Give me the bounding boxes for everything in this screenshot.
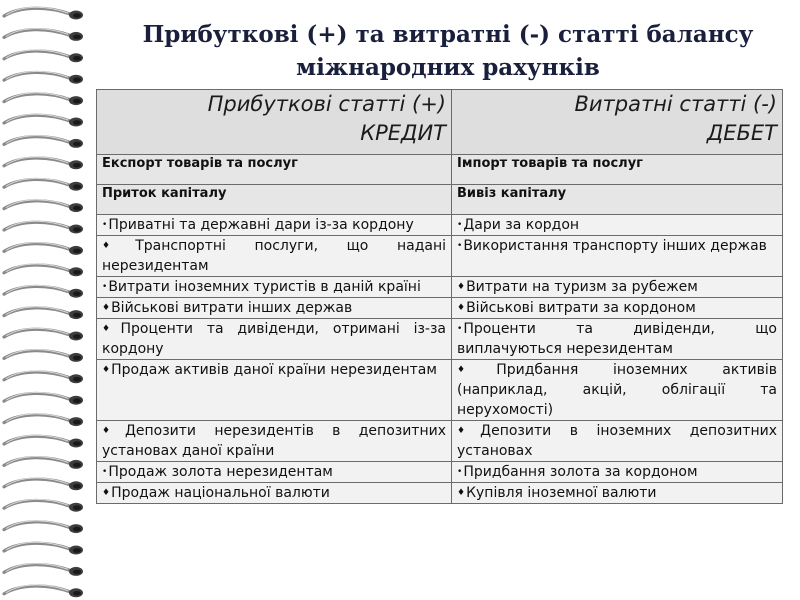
bullet-icon: •	[102, 467, 108, 477]
item-text: Продаж золота нерезидентам	[108, 464, 333, 480]
section-row	[97, 185, 783, 215]
credit-item-cell	[97, 421, 452, 462]
spiral-ring-icon	[4, 585, 83, 597]
table-row	[97, 277, 783, 298]
table-row	[97, 483, 783, 504]
debit-item-cell	[452, 277, 783, 298]
item-text: Придбання іноземних активів (наприклад, акцій, облігації та нерухомості)	[457, 362, 777, 418]
spiral-ring-icon	[4, 93, 83, 105]
spiral-ring-icon	[4, 243, 83, 255]
table-row	[97, 215, 783, 236]
debit-header-label: ДЕБЕТ	[706, 121, 777, 145]
credit-item-cell	[97, 360, 452, 421]
spiral-ring-icon	[4, 136, 83, 148]
spiral-ring-icon	[4, 499, 83, 511]
spiral-ring-icon	[4, 350, 83, 362]
debit-item-cell	[452, 483, 783, 504]
spiral-ring-icon	[4, 178, 83, 190]
spiral-ring-icon	[4, 542, 83, 554]
spiral-ring-icon	[4, 414, 83, 426]
debit-item-cell	[452, 360, 783, 421]
table-row	[97, 298, 783, 319]
credit-header-title: Прибуткові статті (+)	[207, 92, 446, 116]
spiral-ring-icon	[4, 285, 83, 297]
item-text: Використання транспорту інших держав	[463, 238, 767, 254]
credit-item-cell	[97, 215, 452, 236]
credit-item-cell	[97, 277, 452, 298]
bullet-icon: ♦	[457, 488, 466, 498]
item-text: Військові витрати інших держав	[111, 300, 353, 316]
credit-section-cell: Приток капіталу	[97, 185, 452, 215]
spiral-ring-icon	[4, 564, 83, 576]
credit-section-cell: Експорт товарів та послуг	[97, 155, 452, 185]
item-text: Приватні та державні дари із-за кордону	[108, 217, 414, 233]
item-text: Дари за кордон	[463, 217, 580, 233]
bullet-icon: •	[102, 282, 108, 292]
debit-item-cell	[452, 236, 783, 277]
notebook-spiral-rings	[0, 0, 92, 600]
table-row	[97, 319, 783, 360]
spiral-ring-icon	[4, 478, 83, 490]
item-text: Продаж активів даної країни нерезидентам	[111, 362, 437, 378]
spiral-ring-icon	[4, 221, 83, 233]
bullet-icon: ♦	[102, 324, 120, 334]
bullet-icon: •	[457, 324, 463, 334]
spiral-ring-icon	[4, 371, 83, 383]
bullet-icon: ♦	[102, 426, 124, 436]
debit-header-cell	[452, 90, 783, 155]
spiral-ring-icon	[4, 521, 83, 533]
debit-item-cell	[452, 319, 783, 360]
bullet-icon: •	[102, 220, 108, 230]
item-text: Транспортні послуги, що надані нерезидентам	[102, 238, 446, 274]
spiral-ring-icon	[4, 157, 83, 169]
bullet-icon: ♦	[457, 365, 496, 375]
spiral-ring-icon	[4, 200, 83, 212]
table-header-row	[97, 90, 783, 155]
spiral-ring-icon	[4, 392, 83, 404]
table-row	[97, 462, 783, 483]
credit-item-cell	[97, 462, 452, 483]
item-text: Витрати іноземних туристів в даній країні	[108, 279, 421, 295]
debit-item-cell	[452, 421, 783, 462]
spiral-ring-icon	[4, 264, 83, 276]
bullet-icon: ♦	[457, 426, 480, 436]
item-text: Витрати на туризм за рубежем	[466, 279, 698, 295]
spiral-ring-icon	[4, 328, 83, 340]
spiral-ring-icon	[4, 71, 83, 83]
bullet-icon: ♦	[102, 365, 111, 375]
spiral-ring-icon	[4, 114, 83, 126]
spiral-ring-icon	[4, 50, 83, 62]
item-text: Придбання золота за кордоном	[463, 464, 698, 480]
debit-item-cell	[452, 462, 783, 483]
spiral-ring-icon	[4, 29, 83, 41]
bullet-icon: ♦	[102, 488, 111, 498]
section-row	[97, 155, 783, 185]
bullet-icon: ♦	[102, 303, 111, 313]
bullet-icon: •	[457, 220, 463, 230]
credit-header-cell	[97, 90, 452, 155]
bullet-icon: ♦	[457, 303, 466, 313]
item-text: Продаж національної валюти	[111, 485, 330, 501]
bullet-icon: ♦	[457, 282, 466, 292]
item-text: Проценти та дивіденди, отримані із-за кордону	[102, 321, 446, 357]
credit-item-cell	[97, 298, 452, 319]
item-text: Депозити в іноземних депозитних установах	[457, 423, 777, 459]
credit-header-label: КРЕДИТ	[360, 121, 446, 145]
item-text: Військові витрати за кордоном	[466, 300, 696, 316]
debit-item-cell	[452, 298, 783, 319]
table-row	[97, 360, 783, 421]
table-row	[97, 421, 783, 462]
bullet-icon: •	[457, 467, 463, 477]
title-line-1: Прибуткові (+) та витратні (-) статті балансу	[142, 21, 754, 48]
debit-item-cell	[452, 215, 783, 236]
item-text: Купівля іноземної валюти	[466, 485, 657, 501]
bullet-icon: ♦	[102, 241, 135, 251]
credit-item-cell	[97, 483, 452, 504]
debit-header-title: Витратні статті (-)	[574, 92, 777, 116]
credit-item-cell	[97, 319, 452, 360]
bullet-icon: •	[457, 241, 463, 251]
item-text: Проценти та дивіденди, що виплачуються нерезидентам	[457, 321, 777, 357]
credit-item-cell	[97, 236, 452, 277]
item-text: Депозити нерезидентів в депозитних установах даної країни	[102, 423, 446, 459]
slide-title	[96, 18, 800, 84]
balance-table	[96, 89, 783, 504]
title-line-2: міжнародних рахунків	[296, 54, 600, 81]
spiral-ring-icon	[4, 7, 83, 19]
debit-section-cell: Імпорт товарів та послуг	[452, 155, 783, 185]
table-row	[97, 236, 783, 277]
spiral-ring-icon	[4, 457, 83, 469]
debit-section-cell: Вивіз капіталу	[452, 185, 783, 215]
spiral-ring-icon	[4, 307, 83, 319]
spiral-ring-icon	[4, 435, 83, 447]
